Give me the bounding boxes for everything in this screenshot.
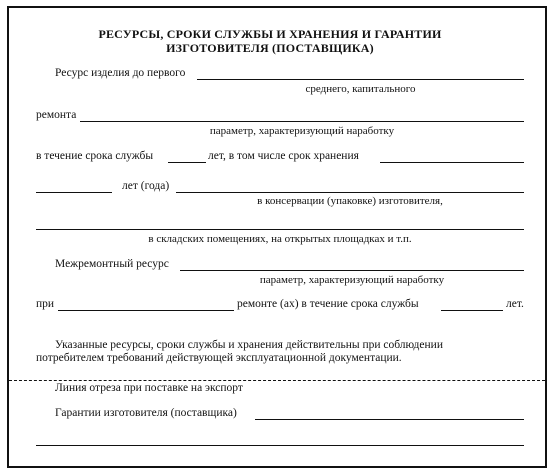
- conservation-line[interactable]: [176, 192, 524, 193]
- guarantee-label: Гарантии изготовителя (поставщика): [55, 407, 237, 419]
- storage-line[interactable]: [36, 229, 524, 230]
- guarantee-line-1[interactable]: [255, 419, 524, 420]
- interrepair-label: Межремонтный ресурс: [55, 258, 169, 270]
- resource-hint: среднего, капитального: [305, 83, 416, 95]
- cut-line-label: Линия отреза при поставке на экспорт: [55, 382, 243, 394]
- cut-dashed-line: [9, 380, 545, 381]
- note-line1: Указанные ресурсы, сроки службы и хранения действительны при соблюдении: [55, 339, 443, 351]
- resource-label: Ресурс изделия до первого: [55, 67, 186, 79]
- service-prefix: в течение срока службы: [36, 150, 154, 162]
- interrepair-line[interactable]: [180, 270, 524, 271]
- years-hint: в консервации (упаковке) изготовителя,: [257, 195, 443, 207]
- service-life-years-line[interactable]: [441, 310, 503, 311]
- service-years-line[interactable]: [168, 162, 206, 163]
- repairs-service-text: ремонте (ах) в течение срока службы: [237, 298, 419, 310]
- storage-term-line[interactable]: [380, 162, 524, 163]
- at-label: при: [36, 298, 55, 310]
- years-line[interactable]: [36, 192, 112, 193]
- years-label: лет (года): [122, 180, 170, 192]
- note-line2: потребителем требований действующей эксплуатационной документации.: [36, 352, 402, 364]
- form-title-line2: ИЗГОТОВИТЕЛЯ (ПОСТАВЩИКА): [166, 41, 374, 55]
- storage-hint: в складских помещениях, на открытых площадках и т.п.: [148, 233, 412, 245]
- form-title-line1: РЕСУРСЫ, СРОКИ СЛУЖБЫ И ХРАНЕНИЯ И ГАРАНТИИ: [98, 27, 442, 41]
- resource-field-line[interactable]: [197, 79, 524, 80]
- service-mid: лет, в том числе срок хранения: [208, 150, 359, 162]
- repairs-count-line[interactable]: [58, 310, 234, 311]
- years-suffix: лет.: [506, 298, 524, 310]
- interrepair-hint: параметр, характеризующий наработку: [259, 274, 445, 286]
- guarantee-line-2[interactable]: [36, 445, 524, 446]
- repair-field-line[interactable]: [80, 121, 524, 122]
- repair-hint: параметр, характеризующий наработку: [209, 125, 395, 137]
- repair-label: ремонта: [36, 109, 77, 121]
